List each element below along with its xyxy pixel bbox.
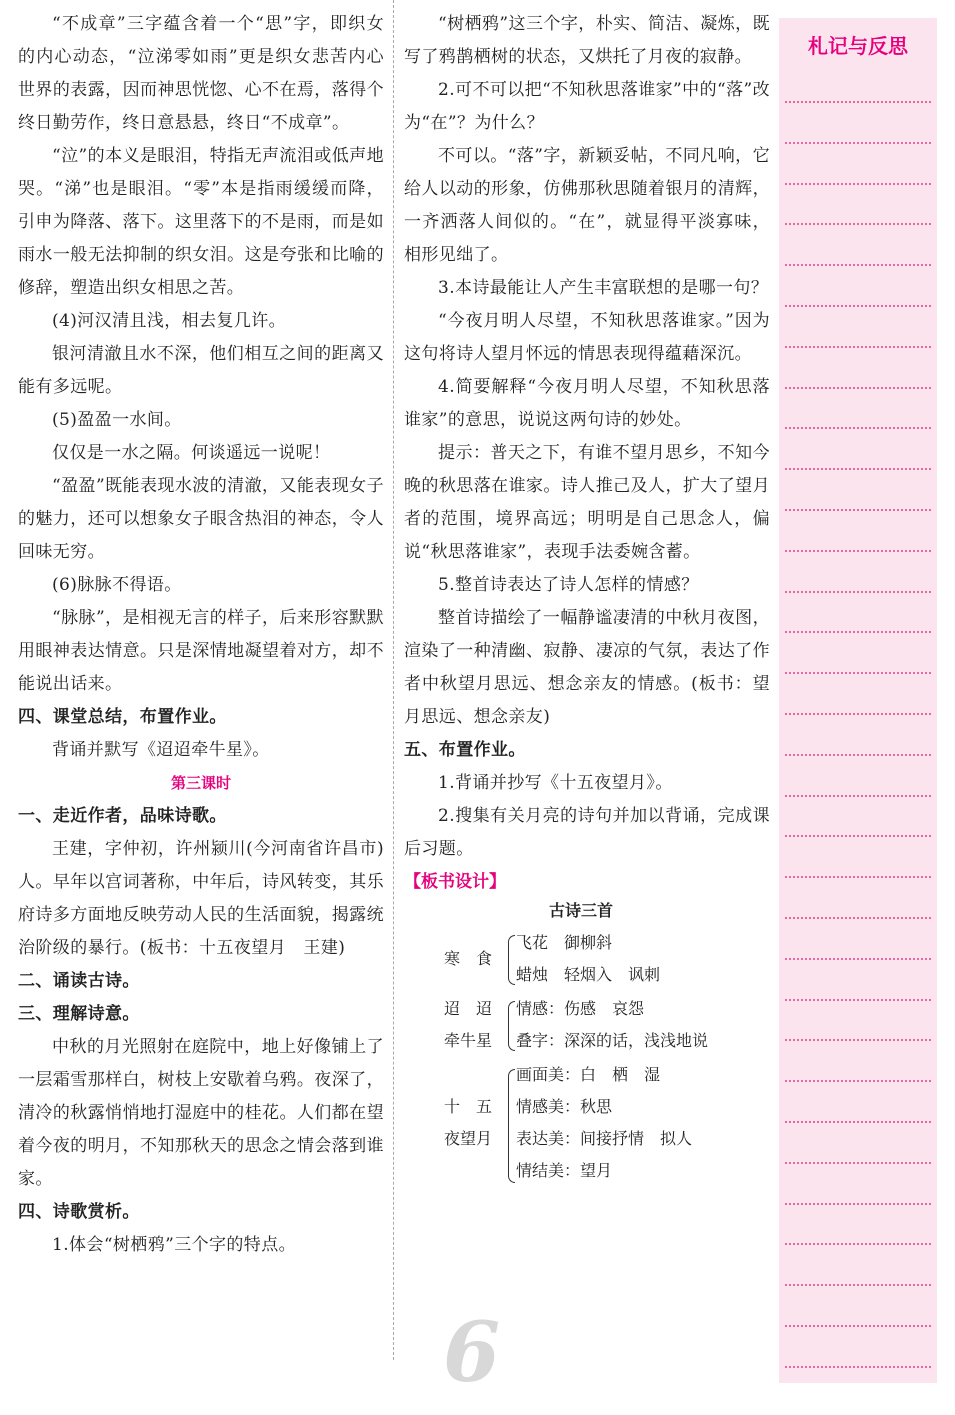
lesson-heading: 第三课时 bbox=[170, 774, 231, 792]
paragraph: 提示：普天之下，有谁不望月思乡，不知今晚的秋思落在谁家。诗人推己及人，扩大了望月者的范围，境界高远；明明是自己思念人，偏说“秋思落谁家”，表现手法委婉含蓄。 bbox=[404, 443, 770, 562]
left-column bbox=[18, 8, 384, 1262]
section-heading: 二、诵读古诗。 bbox=[18, 971, 140, 991]
note-line bbox=[785, 795, 931, 797]
note-line bbox=[785, 387, 931, 389]
note-line bbox=[785, 305, 931, 307]
note-line bbox=[785, 1325, 931, 1327]
note-line bbox=[785, 754, 931, 756]
board-line: 情感：伤感 哀怨 bbox=[516, 999, 645, 1018]
note-line bbox=[785, 101, 931, 103]
question: 5.整首诗表达了诗人怎样的情感？ bbox=[438, 575, 699, 595]
section-heading: 五、布置作业。 bbox=[404, 740, 526, 760]
note-line bbox=[785, 264, 931, 266]
section-heading: 一、走近作者，品味诗歌。 bbox=[18, 806, 227, 826]
board-title: 古诗三首 bbox=[549, 901, 614, 920]
page-number: 6 bbox=[443, 1305, 501, 1401]
question: 2.可不可以把“不知秋思落谁家”中的“落”改为“在”？为什么？ bbox=[404, 80, 770, 133]
poem-label-yewangyue: 夜望月 bbox=[444, 1129, 493, 1148]
note-line bbox=[785, 1366, 931, 1368]
paragraph: (4)河汉清且浅，相去复几许。 bbox=[52, 311, 287, 331]
note-line bbox=[785, 672, 931, 674]
paragraph: 银河清澈且水不深，他们相互之间的距离又能有多远呢。 bbox=[18, 344, 384, 397]
board-line: 情结美：望月 bbox=[516, 1161, 613, 1180]
paragraph: (5)盈盈一水间。 bbox=[52, 410, 182, 430]
section-heading: 四、诗歌赏析。 bbox=[18, 1202, 140, 1222]
note-line bbox=[785, 591, 931, 593]
question: 4.简要解释“今夜月明人尽望，不知秋思落谁家”的意思，说说这两句诗的妙处。 bbox=[404, 377, 770, 430]
note-line bbox=[785, 1162, 931, 1164]
note-line bbox=[785, 223, 931, 225]
paragraph: 中秋的月光照射在庭院中，地上好像铺上了一层霜雪那样白，树枝上安歇着乌鸦。夜深了，清冷的秋露悄悄地打湿庭中的桂花。人们都在望着今夜的明月，不知那秋天的思念之情会落到谁家。 bbox=[18, 1037, 384, 1189]
paragraph: 背诵并默写《迢迢牵牛星》。 bbox=[52, 740, 270, 760]
paragraph: 1.背诵并抄写《十五夜望月》。 bbox=[438, 773, 673, 793]
board-line: 表达美：间接抒情 拟人 bbox=[516, 1129, 693, 1148]
note-line bbox=[785, 917, 931, 919]
board-line: 画面美：白 栖 湿 bbox=[516, 1065, 661, 1084]
board-line: 飞花 御柳斜 bbox=[516, 933, 613, 952]
note-line bbox=[785, 1080, 931, 1082]
note-line bbox=[785, 346, 931, 348]
notes-panel bbox=[779, 18, 937, 1383]
brace bbox=[508, 1069, 515, 1183]
note-line bbox=[785, 631, 931, 633]
paragraph: 整首诗描绘了一幅静谧凄清的中秋月夜图，渲染了一种清幽、寂静、凄凉的气氛，表达了作者中秋望月思远、想念亲友的情感。(板书：望月思远、想念亲友) bbox=[404, 608, 770, 727]
paragraph: “盈盈”既能表现水波的清澈，又能表现女子的魅力，还可以想象女子眼含热泪的神态，令人回味无穷。 bbox=[18, 476, 384, 562]
paragraph: 1.体会“树栖鸦”三个字的特点。 bbox=[52, 1235, 297, 1255]
note-line bbox=[785, 999, 931, 1001]
note-line bbox=[785, 1121, 931, 1123]
middle-column bbox=[404, 8, 770, 1219]
paragraph: “今夜月明人尽望，不知秋思落谁家。”因为这句将诗人望月怀远的情思表现得蕴藉深沉。 bbox=[404, 311, 770, 364]
note-line bbox=[785, 1039, 931, 1041]
board-line: 蜡烛 轻烟入 讽刺 bbox=[516, 965, 661, 984]
paragraph: “泣”的本义是眼泪，特指无声流泪或低声地哭。“涕”也是眼泪。“零”本是指雨缓缓而降，引申为降落、落下。这里落下的不是雨，而是如雨水一般无法抑制的织女泪。这是夸张和比喻的修辞，塑造出织女相思之苦。 bbox=[18, 146, 384, 298]
note-line bbox=[785, 142, 931, 144]
note-line bbox=[785, 876, 931, 878]
note-line bbox=[785, 509, 931, 511]
board-design bbox=[404, 899, 770, 1219]
note-line bbox=[785, 835, 931, 837]
notes-title: 札记与反思 bbox=[808, 34, 908, 58]
note-line bbox=[785, 1243, 931, 1245]
column-divider bbox=[393, 0, 394, 1360]
poem-label-hanshi: 寒 食 bbox=[444, 949, 493, 968]
note-line bbox=[785, 1284, 931, 1286]
paragraph: 王建，字仲初，许州颍川(今河南省许昌市)人。早年以宫词著称，中年后，诗风转变，其乐府诗多方面地反映劳动人民的生活面貌，揭露统治阶级的暴行。(板书：十五夜望月 王建) bbox=[18, 839, 384, 958]
paragraph: 不可以。“落”字，新颖妥帖，不同凡响，它给人以动的形象，仿佛那秋思随着银月的清辉，一齐洒落人间似的。“在”，就显得平淡寡味，相形见绌了。 bbox=[404, 146, 770, 265]
note-line bbox=[785, 713, 931, 715]
note-line bbox=[785, 183, 931, 185]
board-design-heading: 【板书设计】 bbox=[404, 872, 506, 892]
paragraph: 仅仅是一水之隔。何谈遥远一说呢！ bbox=[52, 443, 331, 463]
note-line bbox=[785, 1203, 931, 1205]
brace bbox=[508, 935, 515, 985]
paragraph: “树栖鸦”这三个字，朴实、简洁、凝炼，既写了鸦鹊栖树的状态，又烘托了月夜的寂静。 bbox=[404, 14, 770, 67]
poem-label-qianniu: 牵牛星 bbox=[444, 1031, 493, 1050]
note-line bbox=[785, 468, 931, 470]
question: 3.本诗最能让人产生丰富联想的是哪一句？ bbox=[438, 278, 769, 298]
note-line bbox=[785, 550, 931, 552]
board-line: 叠字：深深的话，浅浅地说 bbox=[516, 1031, 709, 1050]
paragraph: 2.搜集有关月亮的诗句并加以背诵，完成课后习题。 bbox=[404, 806, 770, 859]
poem-label-tiaotiao: 迢 迢 bbox=[444, 999, 493, 1018]
poem-label-shiwu: 十 五 bbox=[444, 1097, 493, 1116]
section-heading: 三、理解诗意。 bbox=[18, 1004, 140, 1024]
note-line bbox=[785, 958, 931, 960]
brace bbox=[508, 1001, 515, 1051]
section-heading: 四、课堂总结，布置作业。 bbox=[18, 707, 227, 727]
paragraph: “不成章”三字蕴含着一个“思”字，即织女的内心动态，“泣涕零如雨”更是织女悲苦内心世界的表露，因而神思恍惚、心不在焉，落得个终日勤劳作，终日意悬悬，终日“不成章”。 bbox=[18, 14, 384, 133]
paragraph: “脉脉”，是相视无言的样子，后来形容默默用眼神表达情意。只是深情地凝望着对方，却不能说出话来。 bbox=[18, 608, 384, 694]
board-line: 情感美：秋思 bbox=[516, 1097, 613, 1116]
paragraph: (6)脉脉不得语。 bbox=[52, 575, 182, 595]
note-line bbox=[785, 427, 931, 429]
